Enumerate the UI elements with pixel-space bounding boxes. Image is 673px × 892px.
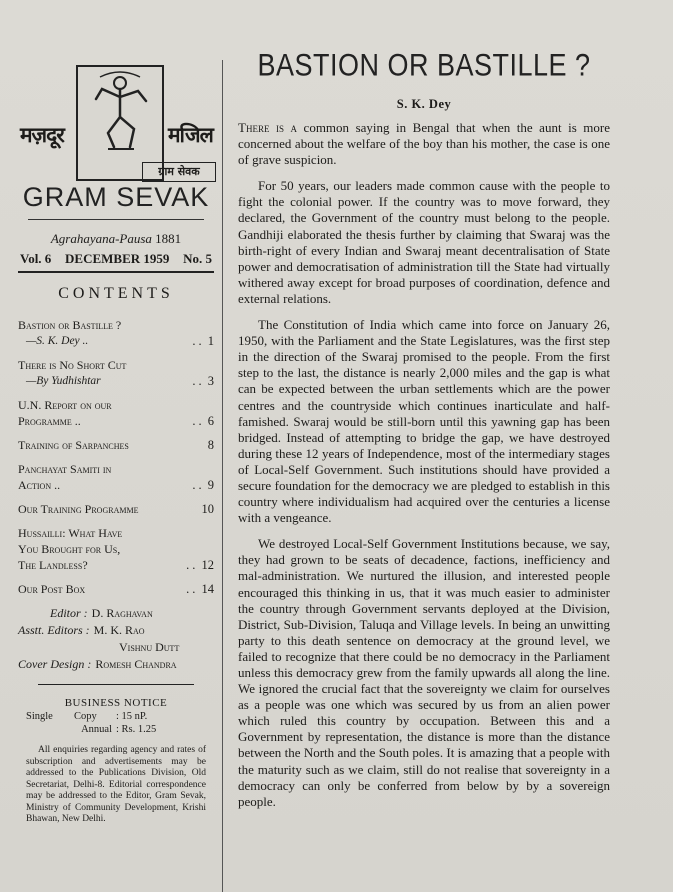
- toc-page-number: 3: [204, 374, 214, 388]
- toc-leader-dots: ..: [192, 478, 205, 492]
- left-column: [18, 55, 214, 826]
- logo: [18, 55, 214, 180]
- article-body: [238, 120, 610, 810]
- annual-price-value: : Rs. 1.25: [116, 724, 157, 735]
- issue-number: No. 5: [183, 251, 212, 266]
- toc-entry: [18, 437, 214, 453]
- toc-entry-page: [176, 581, 214, 597]
- staff-label: Asstt. Editors :: [18, 623, 90, 637]
- toc-entry-title: [18, 357, 126, 389]
- toc-entry: [18, 461, 214, 493]
- staff-name: Vishnu Dutt: [119, 640, 180, 654]
- issue-line: [18, 251, 214, 267]
- staff-name: D. Raghavan: [91, 606, 153, 620]
- toc-entry-line: Our Post Box: [18, 582, 86, 596]
- article-paragraph: [238, 178, 610, 307]
- toc-entry-author: —By Yudhishtar: [26, 375, 101, 387]
- toc-entry: [18, 357, 214, 389]
- toc-page-number: 8: [207, 438, 214, 452]
- toc-entry-author: —S. K. Dey ..: [26, 335, 89, 347]
- toc-entry-title: [18, 397, 112, 429]
- contents-heading: CONTENTS: [58, 285, 174, 302]
- toc-entry-title: [18, 525, 122, 573]
- toc-leader-dots: ..: [186, 558, 199, 572]
- logo-caption: ग्राम सेवक: [142, 162, 216, 182]
- toc-entry-line: There is No Short Cut: [18, 358, 127, 372]
- staff-label: [18, 639, 115, 655]
- toc-entry: [18, 581, 214, 597]
- single-copy: Copy: [74, 711, 97, 722]
- toc-entry: [18, 525, 214, 573]
- article-paragraph-text: For 50 years, our leaders made common cause with the people to fight the colonial power. If the country was to move forward, they declared, the Government of the country must belong to the people. Gandhiji elaborated the thesis further by claiming that Swaraj was the birth-right of every Indian and Swaraj meant decentralisation of State power and democratisation of administration till the State had virtually withered away except for broad purposes of coordination, defence and external relations.: [238, 178, 610, 306]
- annual-label: Annual: [81, 724, 112, 735]
- staff-row: [18, 656, 214, 672]
- staff-name: Romesh Chandra: [95, 657, 177, 671]
- toc-page-number: 14: [198, 582, 214, 596]
- annual-price: [26, 724, 206, 735]
- column-divider: [222, 60, 223, 892]
- article-author: S. K. Dey: [396, 97, 452, 111]
- toc-page-number: 9: [204, 478, 214, 492]
- toc-entry: [18, 317, 214, 349]
- toc-entry-line: Our Training Programme: [18, 502, 139, 516]
- business-notice: [18, 697, 214, 826]
- notice-rule: [38, 684, 194, 685]
- article-paragraph: [238, 317, 610, 526]
- toc-entry: [18, 501, 214, 517]
- article-paragraph-text: We destroyed Local-Self Government Institutions because, we say, they had grown to be seats of decadence, factions, inefficiency and mal-administration. We nurtured the illusion, and interested people encouraged this thinking in us, that it was much easier to administer the country through Government servants deployed at the Division, District, Sub-Division, Taluqa and Village levels. In being an unwitting party to this death sentence on democracy at the ground level, we failed to recognize that there could be no democracy in the Parliament unless this democracy grew from the family upwards all along the line. We ignored the crucial fact that the sovereignty we claim for ourselves as a people was one which was secured by us from an alien power which ruled this country by occupation. Between this and a Government by representation, the distance is more than the distance between the North and the South poles. It is amazing that a people with the maturity such as we claim, still do not realise that sovereignty in a democracy can only be conferred from below by by a sovereign people.: [238, 536, 610, 809]
- logo-right-word: मजिल: [168, 123, 213, 147]
- toc-entry-page: [176, 477, 214, 493]
- article-lead-in: There is a: [238, 120, 298, 135]
- staff-label: Cover Design :: [18, 657, 92, 671]
- toc-entry-title: [18, 501, 138, 517]
- article-title: BASTION OR BASTILLE ?: [257, 48, 591, 83]
- calendar-month: Agrahayana-Pausa: [50, 231, 152, 246]
- toc-page-number: 6: [204, 414, 214, 428]
- toc-page-number: 12: [198, 558, 214, 572]
- toc-entry-page: [176, 413, 214, 429]
- toc-entry-line: Panchayat Samiti in: [18, 462, 112, 476]
- staff-row: [18, 622, 214, 638]
- issue-date: [18, 231, 214, 247]
- issue-month: DECEMBER 1959: [65, 251, 170, 266]
- toc-entry-page: [176, 501, 214, 517]
- toc-entry-page: [176, 437, 214, 453]
- toc-entry-page: [176, 557, 214, 573]
- staff-name: M. K. Rao: [93, 623, 145, 637]
- single-price: [26, 711, 206, 722]
- toc-entry-line: Action ..: [18, 478, 61, 492]
- toc-entry-title: [18, 581, 85, 597]
- volume: Vol. 6: [20, 251, 52, 266]
- staff-label: Editor :: [50, 606, 88, 620]
- toc-entry-page: [176, 333, 214, 349]
- toc-entry-line: The Landless?: [18, 558, 88, 572]
- staff-row: [18, 639, 214, 655]
- notice-body: All enquiries regarding agency and rates of subscription and advertisements may be addressed to the Publications Division, Old Secretariat, Delhi-8. Editorial correspondence may be addressed to the Editor, Gram Sevak, Ministry of Community Development, Krishi Bhawan, New Delhi.: [26, 745, 206, 824]
- toc-leader-dots: ..: [186, 582, 199, 596]
- staff-row: [18, 605, 214, 621]
- notice-title: BUSINESS NOTICE: [64, 697, 168, 709]
- article-paragraph-text: The Constitution of India which came into force on January 26, 1950, with the Parliament and the State Legislatures, was the first step in the direction of the Swaraj promised to the people. From the first step to the last, the distance is nearly 2,000 miles and the gap is what can be expected between the urban settlements which are the power centres and the countryside which continues inarticulate and half-famished. Swaraj would be still-born until this yawning gap has been bridged. Instead of attempting to bridge the gap, we have destroyed during these 12 years of Independence, most of the intermediary stages of Local-Self Government. Such institutions should have provided a secure foundation for the democracy we are pledged to establish in this country where individualism had acquired over the centuries a license with a vengeance.: [238, 317, 610, 526]
- toc-page-number: 1: [204, 334, 214, 348]
- single-label: Single: [26, 711, 53, 722]
- toc-entry-line: Training of Sarpanches: [18, 438, 129, 452]
- table-of-contents: [18, 317, 214, 597]
- masthead-rule: [28, 219, 204, 220]
- single-price-value: : 15 nP.: [116, 711, 148, 722]
- masthead: GRAM SEVAK: [22, 182, 210, 212]
- calendar-year: 1881: [155, 231, 182, 246]
- toc-entry-line: Hussailli: What Have: [18, 526, 123, 540]
- article-paragraph: [238, 120, 610, 168]
- logo-left-word: मज़दूर: [20, 123, 64, 147]
- toc-entry-title: [18, 437, 129, 453]
- toc-leader-dots: ..: [192, 414, 205, 428]
- toc-entry-line: Bastion or Bastille ?: [18, 318, 122, 332]
- dancing-figure-icon: [80, 69, 160, 155]
- toc-entry-line: You Brought for Us,: [18, 542, 121, 556]
- toc-entry: [18, 397, 214, 429]
- article: [238, 48, 610, 820]
- toc-entry-line: U.N. Report on our: [18, 398, 112, 412]
- toc-entry-title: [18, 317, 121, 349]
- article-paragraph: [238, 536, 610, 810]
- issue-rule: [18, 271, 214, 273]
- toc-page-number: 10: [201, 502, 214, 516]
- editorial-staff: [18, 605, 214, 672]
- toc-leader-dots: ..: [192, 374, 205, 388]
- toc-leader-dots: ..: [192, 334, 205, 348]
- toc-entry-line: Programme ..: [18, 414, 81, 428]
- article-paragraph-text: common saying in Bengal that when the aunt is more concerned about the welfare of the boy than his mother, the case is one of grave suspicion.: [238, 120, 610, 168]
- toc-entry-page: [176, 373, 214, 389]
- toc-entry-title: [18, 461, 111, 493]
